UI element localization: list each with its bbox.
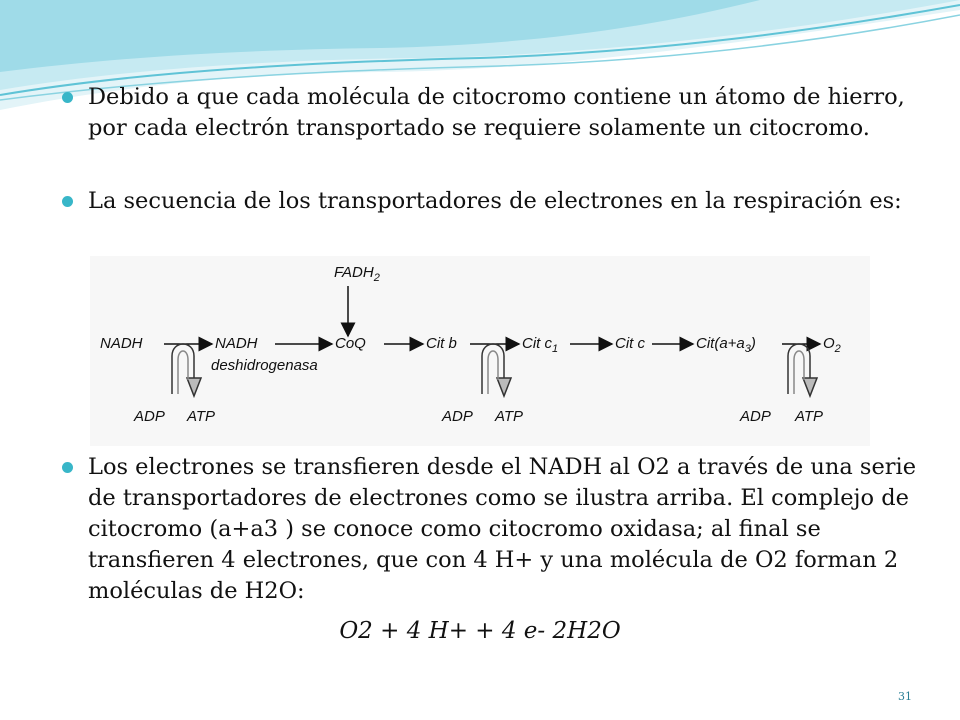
adp-label-1: ADP [134, 408, 165, 425]
bullet-item [62, 186, 928, 217]
slide-number: 31 [898, 690, 912, 703]
dehydrogenase-label: deshidrogenasa [211, 357, 318, 374]
electron-transport-svg [90, 256, 870, 446]
bullet-item [62, 82, 928, 144]
node-cit-c1: Cit $c_1$ [522, 335, 559, 355]
node-cit-b: Cit b [426, 335, 457, 352]
node-nadh: NADH [100, 335, 143, 352]
atp-label-3: ATP [795, 408, 824, 425]
bullet-text: La secuencia de los transportadores de electrones en la respiración es: [88, 188, 902, 214]
node-nadh-dehydrogenase: NADH [215, 335, 258, 352]
adp-label-3: ADP [740, 408, 771, 425]
node-cit-aa3: $Cit(a+a_3)$ [696, 335, 756, 355]
node-cit-c: Cit c [615, 335, 645, 352]
reaction-equation: O2 + 4 H+ + 4 e- 2H2O [339, 618, 621, 644]
bullet-dot-icon [62, 462, 73, 473]
bullet-item [62, 452, 938, 607]
bullet-text: Debido a que cada molécula de citocromo contiene un átomo de hierro, por cada electrón transportado se requiere solamente un citocromo. [88, 84, 905, 141]
node-o2: $O_2$ [823, 335, 841, 355]
bullet-dot-icon [62, 92, 73, 103]
atp-label-2: ATP [495, 408, 524, 425]
bullet-dot-icon [62, 196, 73, 207]
electron-transport-diagram [90, 256, 870, 446]
fadh2-label: $FADH_2$ [334, 264, 380, 284]
bullet-text: Los electrones se transfieren desde el NADH al O2 a través de una serie de transportadores de electrones como se ilustra arriba. El complejo de citocromo (a+a3 ) se conoce como citocromo oxidasa; al final se transfieren 4 electrones, que con 4 H+ y una molécula de O2 forman 2 moléculas de H2O: [88, 454, 917, 604]
node-coq: CoQ [335, 335, 366, 352]
adp-label-2: ADP [442, 408, 473, 425]
atp-label-1: ATP [187, 408, 216, 425]
